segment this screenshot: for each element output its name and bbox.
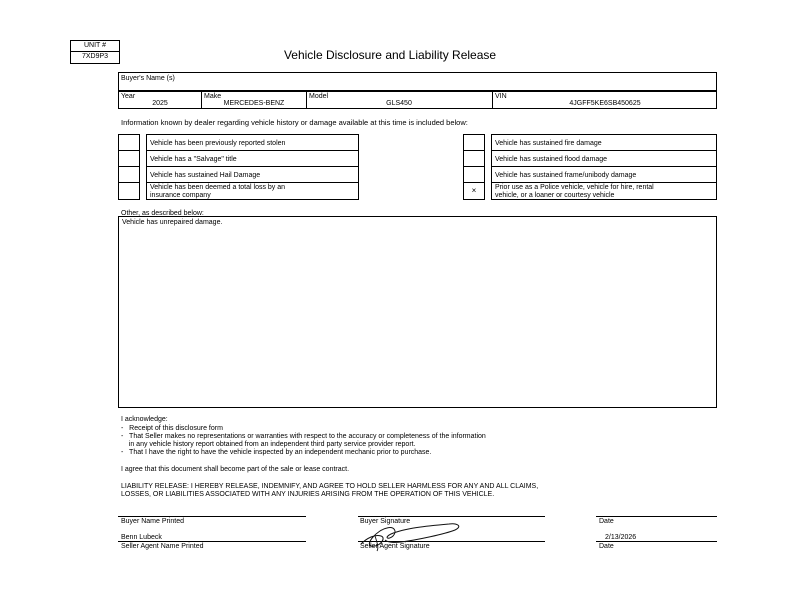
- acknowledge-item: - Receipt of this disclosure form: [121, 425, 223, 432]
- checkbox-fire[interactable]: [463, 134, 485, 151]
- model-label: Model: [309, 93, 329, 100]
- handwritten-signature: [357, 518, 467, 552]
- item-frame: [491, 166, 717, 183]
- unit-number: 7XD9P3: [81, 53, 109, 60]
- unit-label: UNIT #: [83, 42, 107, 49]
- make-value: MERCEDES-BENZ: [223, 100, 285, 107]
- date-line: [596, 516, 717, 517]
- other-description-box[interactable]: [118, 216, 717, 408]
- item-label: Prior use as a Police vehicle, vehicle for hire, rental: [495, 184, 654, 191]
- item-flood: [491, 150, 717, 167]
- seller-agent-name-printed-label: Seller Agent Name Printed: [121, 543, 204, 550]
- item-label: Vehicle has sustained frame/unibody damage: [495, 172, 637, 179]
- date-label: Date: [599, 518, 614, 525]
- item-salvage: [146, 150, 359, 167]
- right-checklist: [463, 134, 717, 200]
- unit-box: [70, 40, 120, 64]
- date-label: Date: [599, 543, 614, 550]
- liability-release-line: LIABILITY RELEASE: I HEREBY RELEASE, INDEMNIFY, AND AGREE TO HOLD SELLER HARMLESS FOR ANY AND ALL CLAIMS,: [121, 483, 539, 490]
- item-fire: [491, 134, 717, 151]
- page-title: Vehicle Disclosure and Liability Release: [283, 48, 497, 62]
- seller-agent-signature-label: Seller Agent Signature: [360, 543, 430, 550]
- item-label: Vehicle has been deemed a total loss by an: [150, 184, 286, 191]
- item-label: Vehicle has sustained Hail Damage: [150, 172, 261, 179]
- item-label: vehicle, or a loaner or courtesy vehicle: [495, 192, 615, 199]
- checkbox-salvage[interactable]: [118, 150, 140, 167]
- item-label: Vehicle has a "Salvage" title: [150, 156, 237, 163]
- item-label: insurance company: [150, 192, 211, 199]
- item-stolen: [146, 134, 359, 151]
- liability-release-line: LOSSES, OR LIABILITIES ASSOCIATED WITH ANY INJURIES ARISING FROM THE OPERATION OF THIS VEHICLE.: [121, 491, 495, 498]
- buyers-name-field[interactable]: [118, 72, 717, 91]
- item-label: Vehicle has sustained flood damage: [495, 156, 608, 163]
- other-description-text: Vehicle has unrepaired damage.: [122, 219, 223, 226]
- buyer-signature-label: Buyer Signature: [360, 518, 411, 525]
- checkbox-total-loss[interactable]: [118, 182, 140, 200]
- left-checklist: [118, 134, 359, 200]
- divider: [492, 91, 493, 109]
- checkbox-prior-use[interactable]: ×: [463, 182, 485, 200]
- date-line: [596, 541, 717, 542]
- divider: [306, 91, 307, 109]
- other-label: Other, as described below:: [121, 210, 204, 217]
- year-label: Year: [121, 93, 136, 100]
- item-total-loss: [146, 182, 359, 200]
- checkbox-flood[interactable]: [463, 150, 485, 167]
- item-label: Vehicle has sustained fire damage: [495, 140, 602, 147]
- vin-label: VIN: [495, 93, 507, 100]
- make-label: Make: [204, 93, 222, 100]
- year-value: 2025: [152, 100, 168, 107]
- item-label: Vehicle has been previously reported stolen: [150, 140, 286, 147]
- buyers-name-label: Buyer's Name (s): [121, 75, 175, 82]
- item-prior-use: [491, 182, 717, 200]
- checkbox-frame[interactable]: [463, 166, 485, 183]
- buyer-name-printed-label: Buyer Name Printed: [121, 518, 185, 525]
- acknowledge-item: in any vehicle history report obtained from an independent third party service provider report.: [121, 441, 416, 448]
- intro-text: Information known by dealer regarding vehicle history or damage available at this time is included below:: [121, 118, 468, 127]
- date-value: 2/13/2026: [605, 534, 637, 541]
- checkbox-hail[interactable]: [118, 166, 140, 183]
- acknowledge-item: - That I have the right to have the vehicle inspected by an independent mechanic prior to purchase.: [121, 449, 432, 456]
- acknowledge-item: - That Seller makes no representations or warranties with respect to the accuracy or completeness of the information: [121, 433, 486, 440]
- unit-divider: [71, 51, 119, 52]
- model-value: GLS450: [386, 100, 412, 107]
- vin-value: 4JGFF5KE6SB450625: [569, 100, 641, 107]
- divider: [201, 91, 202, 109]
- checkbox-stolen[interactable]: [118, 134, 140, 151]
- agree-text: I agree that this document shall become part of the sale or lease contract.: [121, 466, 350, 473]
- item-hail: [146, 166, 359, 183]
- seller-agent-name: Benn Lubeck: [121, 534, 162, 541]
- acknowledge-heading: I acknowledge:: [121, 416, 168, 423]
